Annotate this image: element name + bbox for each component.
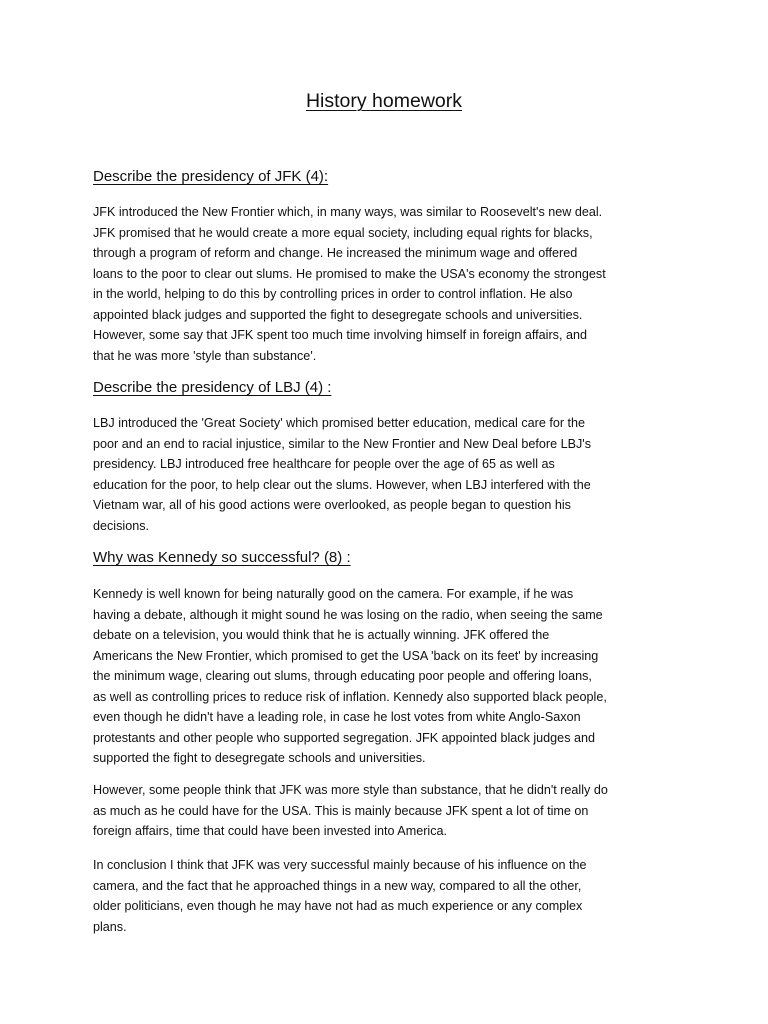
- paragraph-line: the minimum wage, clearing out slums, through educating poor people and offering loans,: [93, 669, 592, 683]
- section-heading: Describe the presidency of LBJ (4) :: [93, 379, 332, 396]
- paragraph-style-vs-substance: [93, 780, 678, 842]
- paragraph-line: through a program of reform and change. He increased the minimum wage and offered: [93, 246, 578, 260]
- paragraph-line: supported the fight to desegregate schools and universities.: [93, 751, 426, 765]
- paragraph-lbj-presidency: [93, 413, 678, 536]
- paragraph-line: as much as he could have for the USA. This is mainly because JFK spent a lot of time on: [93, 803, 589, 818]
- paragraph: [93, 584, 678, 769]
- paragraph-conclusion: [93, 855, 678, 937]
- page-title: History homework: [305, 90, 463, 112]
- paragraph-line: education for the poor, to help clear out the slums. However, when LBJ interfered with the: [93, 477, 591, 492]
- paragraph-line: camera, and the fact that he approached things in a new way, compared to all the other,: [93, 878, 582, 893]
- paragraph-line: foreign affairs, time that could have been invested into America.: [93, 824, 447, 838]
- paragraph-line: older politicians, even though he may have not had as much experience or any complex: [93, 899, 583, 913]
- paragraph-line: presidency. LBJ introduced free healthcare for people over the age of 65 as well as: [93, 457, 555, 471]
- paragraph-line: However, some say that JFK spent too much time involving himself in foreign affairs, and: [93, 328, 587, 342]
- paragraph-line: appointed black judges and supported the fight to desegregate schools and universities.: [93, 307, 583, 322]
- paragraph-line: JFK promised that he would create a more equal society, including equal rights for blacks,: [93, 225, 593, 240]
- paragraph: [93, 780, 678, 842]
- section-heading: Why was Kennedy so successful? (8) :: [93, 549, 351, 566]
- paragraph: [93, 413, 678, 536]
- paragraph-line: Americans the New Frontier, which promised to get the USA 'back on its feet' by increasing: [93, 648, 599, 663]
- paragraph-line: having a debate, although it might sound he was losing on the radio, when seeing the same: [93, 607, 603, 622]
- paragraph-line: poor and an end to racial injustice, similar to the New Frontier and New Deal before LBJ's: [93, 436, 592, 451]
- section-heading-jfk-presidency: [93, 167, 678, 187]
- paragraph-line: that he was more 'style than substance'.: [93, 348, 317, 363]
- paragraph-line: Vietnam war, all of his good actions were overlooked, as people began to question his: [93, 498, 571, 512]
- paragraph-line: in the world, helping to do this by controlling prices in order to control inflation. He also: [93, 287, 573, 301]
- paragraph-line: loans to the poor to clear out slums. He promised to make the USA's economy the strongest: [93, 266, 606, 281]
- paragraph-line: Kennedy is well known for being naturally good on the camera. For example, if he was: [93, 587, 574, 601]
- paragraph: [93, 202, 678, 366]
- paragraph-line: However, some people think that JFK was more style than substance, that he didn't really do: [93, 783, 608, 797]
- paragraph: [93, 855, 678, 937]
- paragraph-line: LBJ introduced the 'Great Society' which promised better education, medical care for the: [93, 416, 586, 430]
- paragraph-line: JFK introduced the New Frontier which, in many ways, was similar to Roosevelt's new deal.: [93, 205, 603, 219]
- paragraph-kennedy-camera: [93, 584, 678, 769]
- section-heading-lbj-presidency: [93, 378, 678, 398]
- paragraph-line: In conclusion I think that JFK was very successful mainly because of his influence on the: [93, 858, 587, 872]
- paragraph-line: debate on a television, you would think that he is actually winning. JFK offered the: [93, 628, 550, 642]
- paragraph-line: decisions.: [93, 518, 150, 533]
- paragraph-line: even though he didn't have a leading role, in case he lost votes from white Anglo-Saxon: [93, 710, 581, 724]
- section-heading: Describe the presidency of JFK (4):: [93, 168, 329, 185]
- section-heading-kennedy-success: [93, 548, 678, 568]
- paragraph-jfk-presidency: [93, 202, 678, 366]
- paragraph-line: protestants and other people who supported segregation. JFK appointed black judges and: [93, 730, 595, 745]
- paragraph-line: as well as controlling prices to reduce risk of inflation. Kennedy also supported black people,: [93, 689, 607, 704]
- paragraph-line: plans.: [93, 919, 127, 934]
